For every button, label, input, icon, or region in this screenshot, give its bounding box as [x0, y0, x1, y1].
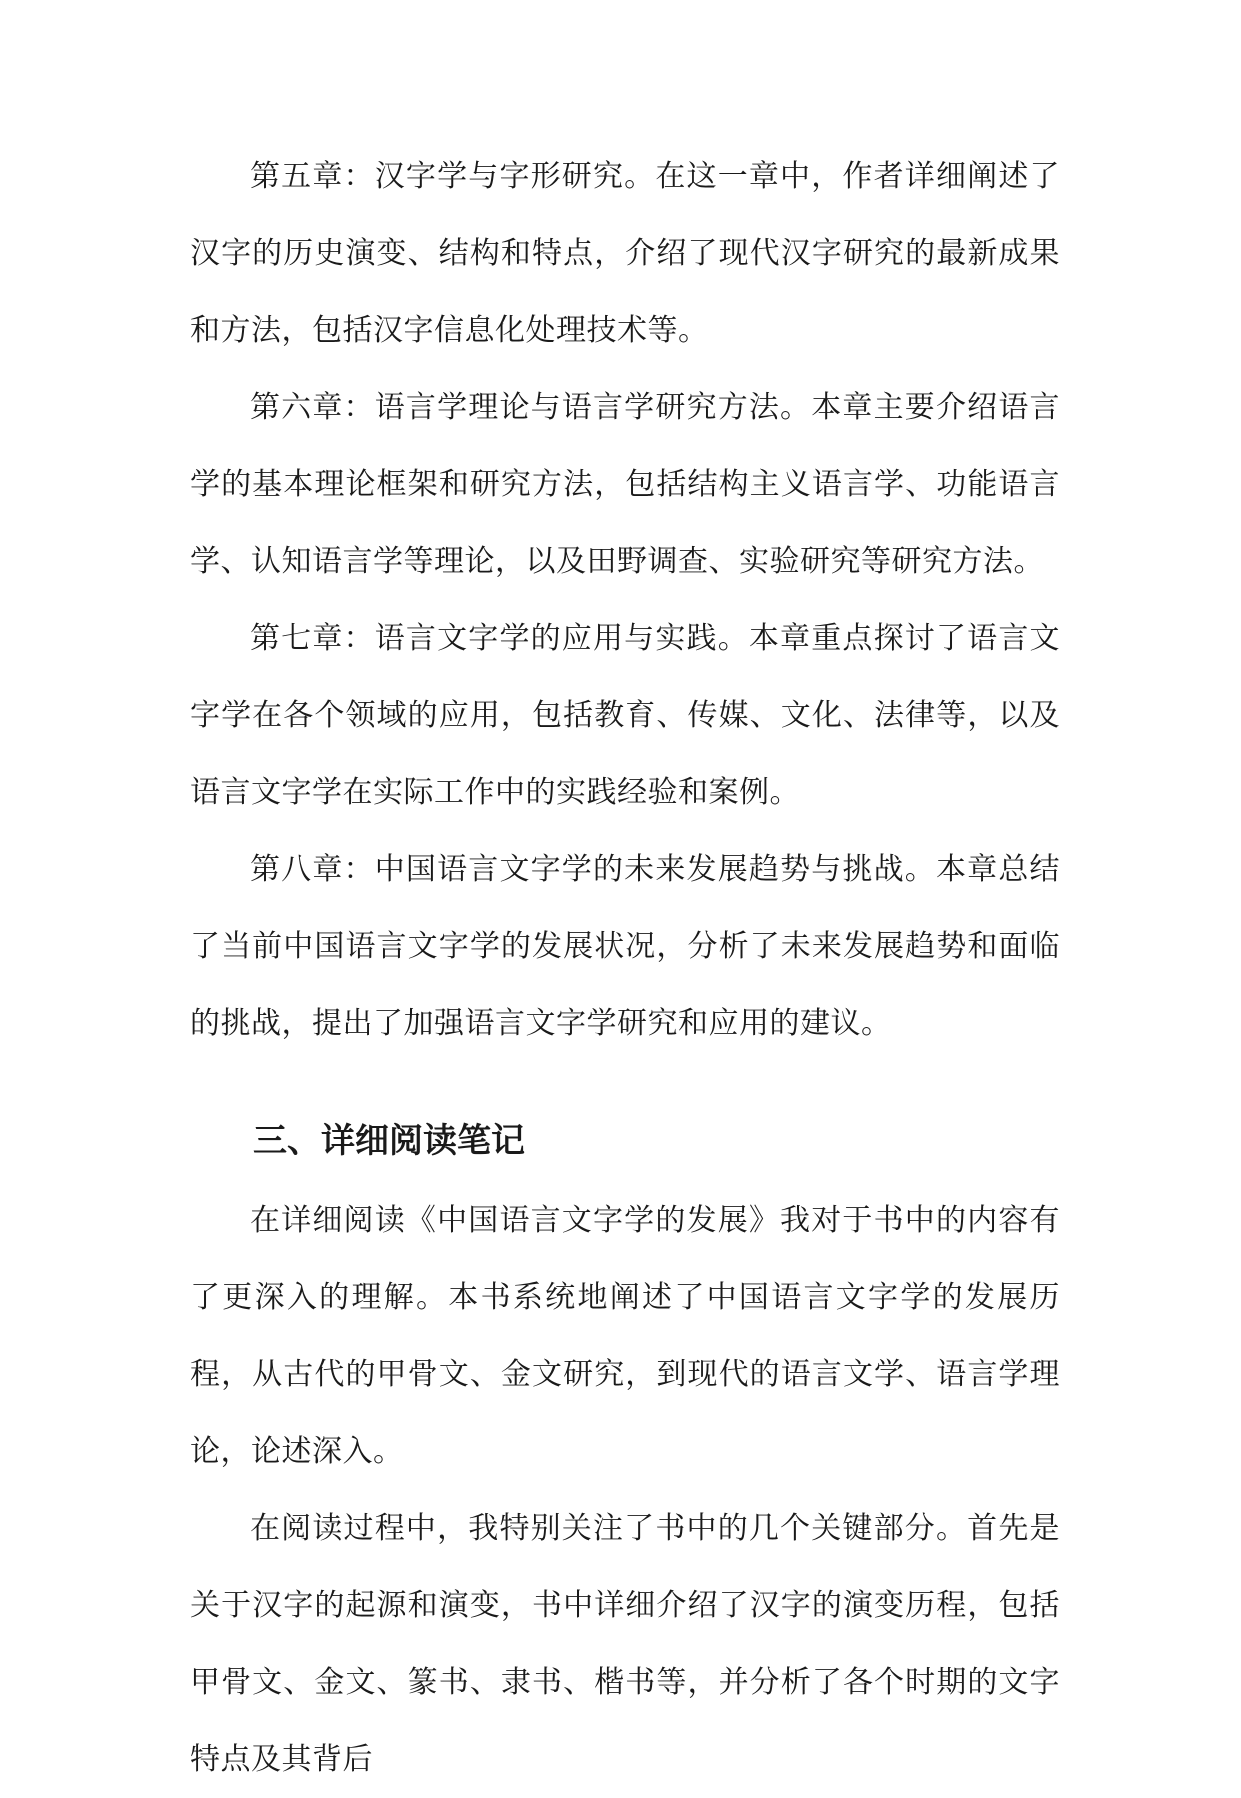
document-page	[190, 138, 1060, 1798]
chapter-8-paragraph: 第八章：中国语言文字学的未来发展趋势与挑战。本章总结了当前中国语言文字学的发展状况，分析了未来发展趋势和面临的挑战，提出了加强语言文字学研究和应用的建议。	[190, 852, 1060, 1041]
chapter-6-paragraph: 第六章：语言学理论与语言学研究方法。本章主要介绍语言学的基本理论框架和研究方法，包括结构主义语言学、功能语言学、认知语言学等理论，以及田野调查、实验研究等研究方法。	[190, 390, 1060, 579]
chapter-5-paragraph: 第五章：汉字学与字形研究。在这一章中，作者详细阐述了汉字的历史演变、结构和特点，介绍了现代汉字研究的最新成果和方法，包括汉字信息化处理技术等。	[190, 159, 1060, 348]
reading-notes-paragraph-1: 在详细阅读《中国语言文字学的发展》我对于书中的内容有了更深入的理解。本书系统地阐述了中国语言文字学的发展历程，从古代的甲骨文、金文研究，到现代的语言文学、语言学理论，论述深入。	[190, 1203, 1060, 1469]
section-heading: 三、详细阅读笔记	[253, 1121, 525, 1161]
reading-notes-paragraph-2: 在阅读过程中，我特别关注了书中的几个关键部分。首先是关于汉字的起源和演变，书中详细介绍了汉字的演变历程，包括甲骨文、金文、篆书、隶书、楷书等，并分析了各个时期的文字特点及其背后	[190, 1511, 1060, 1777]
chapter-7-paragraph: 第七章：语言文字学的应用与实践。本章重点探讨了语言文字学在各个领域的应用，包括教育、传媒、文化、法律等，以及语言文字学在实际工作中的实践经验和案例。	[190, 621, 1060, 810]
